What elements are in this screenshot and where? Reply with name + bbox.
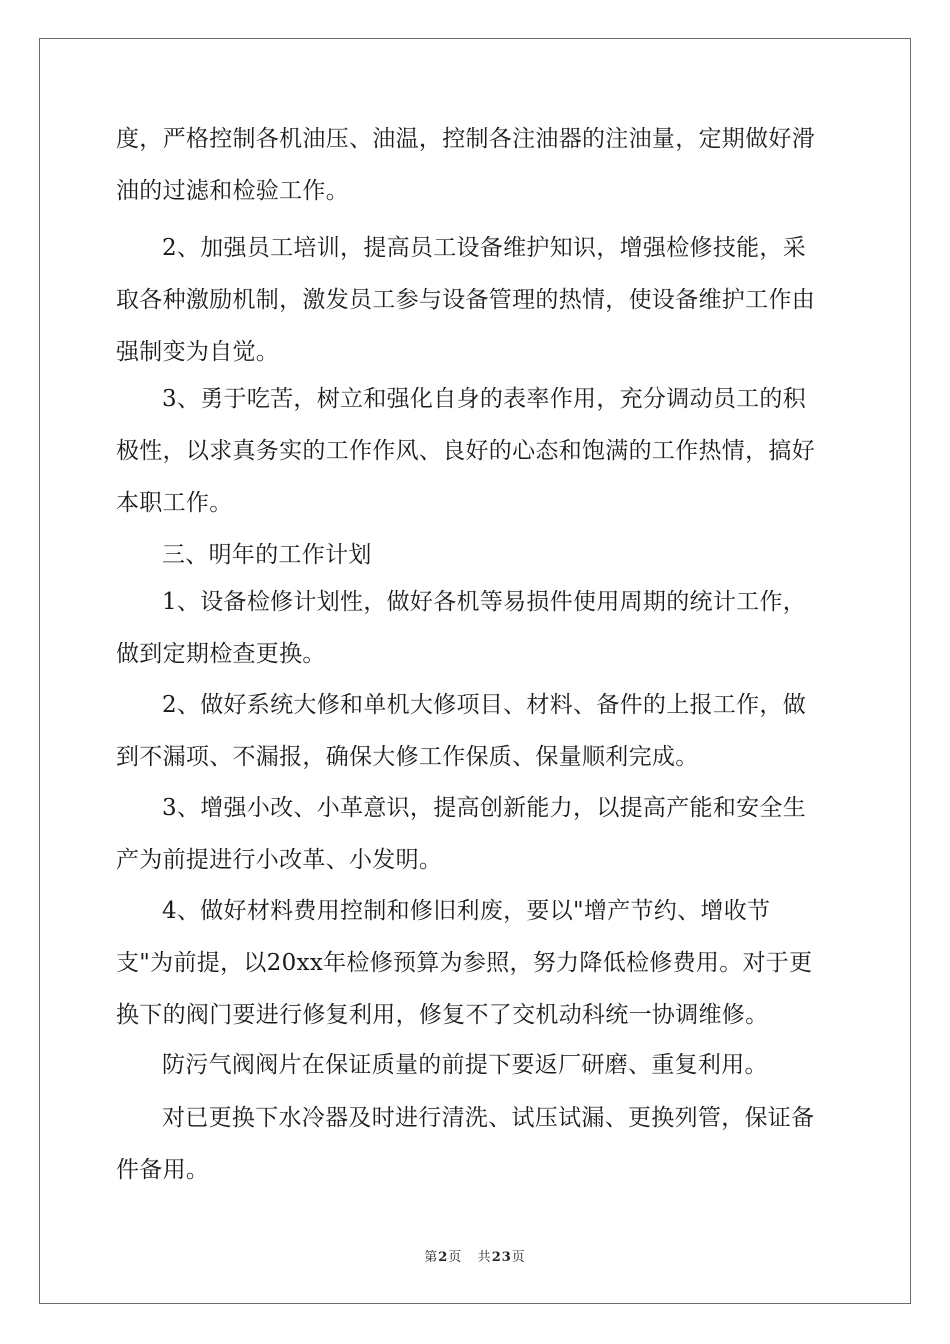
text-line: 做到定期检查更换。 [116,641,326,667]
text-line: 取各种激励机制，激发员工参与设备管理的热情，使设备维护工作由 [116,287,815,313]
total-suffix: 页 [511,1250,526,1265]
text-line: 强制变为自觉。 [116,339,280,365]
text-line: 3、增强小改、小革意识，提高创新能力，以提高产能和安全生 [162,795,807,821]
text-line: 3、勇于吃苦，树立和强化自身的表率作用，充分调动员工的积 [162,386,807,412]
text-line: 2、做好系统大修和单机大修项目、材料、备件的上报工作，做 [162,692,807,718]
total-pages: 23 [491,1250,512,1265]
text-line: 极性，以求真务实的工作作风、良好的心态和饱满的工作热情，搞好 [116,438,815,464]
text-line: 2、加强员工培训，提高员工设备维护知识，增强检修技能，采 [162,235,807,261]
text-line: 油的过滤和检验工作。 [116,178,349,204]
page-footer [0,1246,950,1265]
text-line: 到不漏项、不漏报，确保大修工作保质、保量顺利完成。 [116,744,699,770]
total-prefix: 共 [477,1250,492,1265]
page-number: 2 [438,1250,449,1265]
page-suffix: 页 [448,1250,463,1265]
text-line: 度，严格控制各机油压、油温，控制各注油器的注油量，定期做好滑 [116,126,815,152]
text-line: 支"为前提，以20xx年检修预算为参照，努力降低检修费用。对于更 [116,950,813,976]
text-line: 换下的阀门要进行修复利用，修复不了交机动科统一协调维修。 [116,1002,769,1028]
text-line: 防污气阀阀片在保证质量的前提下要返厂研磨、重复利用。 [162,1052,768,1078]
page-prefix: 第 [424,1250,439,1265]
section-heading: 三、明年的工作计划 [162,542,372,568]
text-line: 产为前提进行小改革、小发明。 [116,847,443,873]
text-line: 1、设备检修计划性，做好各机等易损件使用周期的统计工作， [162,589,807,615]
text-line: 对已更换下水冷器及时进行清洗、试压试漏、更换列管，保证备 [162,1105,815,1131]
text-line: 4、做好材料费用控制和修旧利废，要以"增产节约、增收节 [162,898,771,924]
text-line: 本职工作。 [116,490,233,516]
text-line: 件备用。 [116,1157,210,1183]
